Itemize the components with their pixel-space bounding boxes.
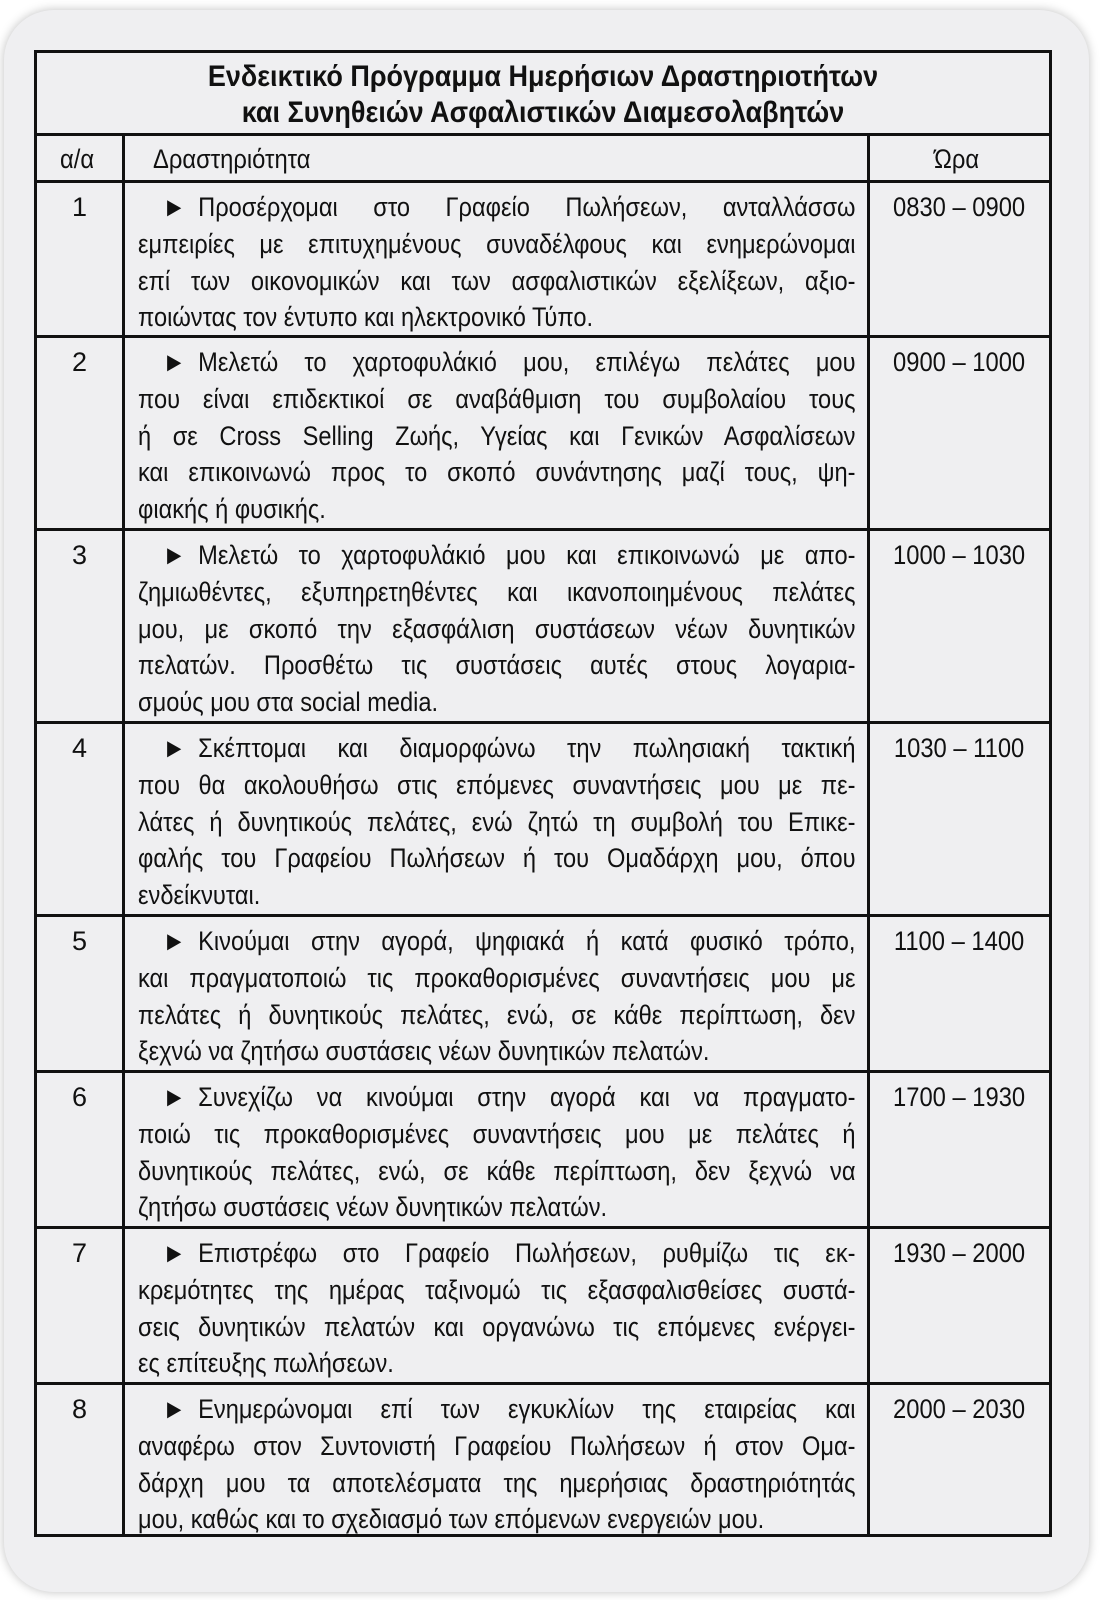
- triangle-bullet-icon: ►: [162, 540, 186, 570]
- activity-text: Μελετώ το χαρτοφυλάκιό μου, επιλέγω πελάτες μου: [198, 347, 856, 377]
- activity-text: Προσέρχομαι στο Γραφείο Πωλήσεων, ανταλλάσσω: [198, 192, 856, 222]
- activity-line: φαλής του Γραφείου Πωλήσεων ή του Ομαδάρχη μου, όπου: [138, 843, 856, 874]
- activity-line: σμούς μου στα social media.: [138, 687, 439, 718]
- row-number: 8: [37, 1385, 125, 1537]
- activity-line: πελάτες ή δυνητικούς πελάτες, ενώ, σε κάθε περίπτωση, δεν: [138, 999, 856, 1030]
- activity-line: μου, με σκοπό την εξασφάλιση συστάσεων νέων δυνητικών: [138, 613, 856, 644]
- triangle-bullet-icon: ►: [162, 1082, 186, 1112]
- activity-line: και επικοινωνώ προς το σκοπό συνάντησης μαζί τους, ψη-: [138, 457, 856, 488]
- row-number: 3: [37, 531, 125, 721]
- activity-line: [138, 923, 856, 960]
- time-cell: [870, 1073, 1049, 1226]
- time-range: 1930 – 2000: [893, 1238, 1026, 1268]
- table-row: [37, 917, 1049, 1073]
- row-number: 1: [37, 183, 125, 335]
- table-row: [37, 724, 1049, 917]
- activity-cell: [125, 1073, 870, 1226]
- row-number: 2: [37, 338, 125, 528]
- activity-line: που είναι επιδεκτικοί σε αναβάθμιση του συμβολαίου τους: [138, 383, 856, 414]
- table-row: [37, 531, 1049, 724]
- time-range: 2000 – 2030: [893, 1394, 1026, 1424]
- activity-line: ποιώντας τον έντυπο και ηλεκτρονικό Τύπο.: [138, 302, 594, 333]
- row-number: 5: [37, 917, 125, 1070]
- activity-line: που θα ακολουθήσω στις επόμενες συναντήσεις μου με πε-: [138, 769, 856, 800]
- activity-text: Κινούμαι στην αγορά, ψηφιακά ή κατά φυσικό τρόπο,: [198, 926, 856, 956]
- schedule-table: [34, 50, 1052, 1537]
- activity-line: αναφέρω στον Συντονιστή Γραφείου Πωλήσεων ή στον Ομα-: [138, 1430, 856, 1461]
- activity-line: [138, 1391, 856, 1428]
- activity-text: Συνεχίζω να κινούμαι στην αγορά και να πραγματο-: [198, 1082, 856, 1112]
- activity-line: φιακής ή φυσικής.: [138, 494, 326, 525]
- activity-line: ξεχνώ να ζητήσω συστάσεις νέων δυνητικών πελατών.: [138, 1036, 710, 1067]
- table-row: [37, 1073, 1049, 1229]
- activity-cell: [125, 917, 870, 1070]
- table-row: [37, 183, 1049, 338]
- row-number: 6: [37, 1073, 125, 1226]
- activity-line: και πραγματοποιώ τις προκαθορισμένες συναντήσεις μου με: [138, 962, 856, 993]
- triangle-bullet-icon: ►: [162, 733, 186, 763]
- activity-line: ζημιωθέντες, εξυπηρετηθέντες και ικανοποιημένους πελάτες: [138, 576, 856, 607]
- time-range: 0830 – 0900: [893, 192, 1026, 222]
- activity-cell: [125, 338, 870, 528]
- row-number: 4: [37, 724, 125, 914]
- table-row: [37, 1385, 1049, 1537]
- time-cell: [870, 917, 1049, 1070]
- header-time: Ώρα: [933, 144, 979, 174]
- activity-text: Επιστρέφω στο Γραφείο Πωλήσεων, ρυθμίζω τις εκ-: [198, 1238, 856, 1268]
- activity-line: [138, 537, 856, 574]
- activity-line: [138, 730, 856, 767]
- time-range: 1000 – 1030: [893, 540, 1026, 570]
- activity-text: Ενημερώνομαι επί των εγκυκλίων της εταιρείας και: [198, 1394, 856, 1424]
- time-cell: [870, 1229, 1049, 1382]
- activity-line: ενδείκνυται.: [138, 880, 261, 911]
- time-range: 1030 – 1100: [894, 733, 1025, 763]
- time-cell: [870, 183, 1049, 335]
- document-card: [4, 10, 1089, 1592]
- triangle-bullet-icon: ►: [162, 347, 186, 377]
- activity-line: [138, 1235, 856, 1272]
- table-row: [37, 1229, 1049, 1385]
- triangle-bullet-icon: ►: [162, 192, 186, 222]
- activity-line: ποιώ τις προκαθορισμένες συναντήσεις μου με πελάτες ή: [138, 1118, 856, 1149]
- activity-cell: [125, 1385, 870, 1537]
- activity-line: [138, 1079, 856, 1116]
- activity-line: δάρχη μου τα αποτελέσματα της ημερήσιας δραστηριότητάς: [138, 1467, 856, 1498]
- table-row: [37, 338, 1049, 531]
- time-cell: [870, 1385, 1049, 1537]
- activity-line: [138, 344, 856, 381]
- activity-cell: [125, 1229, 870, 1382]
- triangle-bullet-icon: ►: [162, 1238, 186, 1268]
- time-cell: [870, 338, 1049, 528]
- activity-line: ζητήσω συστάσεις νέων δυνητικών πελατών.: [138, 1192, 608, 1223]
- activity-line: σεις δυνητικών πελατών και οργανώνω τις επόμενες ενέργει-: [138, 1311, 856, 1342]
- row-number: 7: [37, 1229, 125, 1382]
- triangle-bullet-icon: ►: [162, 1394, 186, 1424]
- activity-line: επί των οικονομικών και των ασφαλιστικών εξελίξεων, αξιο-: [138, 265, 856, 296]
- activity-line: μου, καθώς και το σχεδιασμό των επόμενων ενεργειών μου.: [138, 1504, 765, 1535]
- header-row: [37, 136, 1049, 183]
- activity-line: πελατών. Προσθέτω τις συστάσεις αυτές στους λογαρια-: [138, 650, 856, 681]
- time-range: 0900 – 1000: [893, 347, 1026, 377]
- activity-cell: [125, 183, 870, 335]
- time-range: 1100 – 1400: [894, 926, 1025, 956]
- table-title: [37, 53, 1049, 136]
- activity-line: [138, 189, 856, 226]
- title-line-1: Ενδεικτικό Πρόγραμμα Ημερήσιων Δραστηριοτήτων: [207, 60, 879, 93]
- triangle-bullet-icon: ►: [162, 926, 186, 956]
- activity-cell: [125, 531, 870, 721]
- activity-text: Μελετώ το χαρτοφυλάκιό μου και επικοινωνώ με απο-: [198, 540, 856, 570]
- activity-line: δυνητικούς πελάτες, ενώ, σε κάθε περίπτωση, δεν ξεχνώ να: [138, 1155, 856, 1186]
- activity-line: κρεμότητες της ημέρας ταξινομώ τις εξασφαλισθείσες συστά-: [138, 1274, 856, 1305]
- header-number: α/α: [60, 144, 95, 174]
- activity-line: ή σε Cross Selling Ζωής, Υγείας και Γενικών Ασφαλίσεων: [138, 420, 856, 451]
- time-cell: [870, 531, 1049, 721]
- activity-line: λάτες ή δυνητικούς πελάτες, ενώ ζητώ τη συμβολή του Επικε-: [138, 806, 856, 837]
- header-activity: Δραστηριότητα: [153, 144, 311, 174]
- activity-text: Σκέπτομαι και διαμορφώνω την πωλησιακή τακτική: [198, 733, 856, 763]
- title-line-2: και Συνηθειών Ασφαλιστικών Διαμεσολαβητών: [241, 96, 845, 129]
- time-range: 1700 – 1930: [893, 1082, 1026, 1112]
- activity-line: εμπειρίες με επιτυχημένους συναδέλφους και ενημερώνομαι: [138, 228, 856, 259]
- activity-line: ες επίτευξης πωλήσεων.: [138, 1348, 394, 1379]
- time-cell: [870, 724, 1049, 914]
- activity-cell: [125, 724, 870, 914]
